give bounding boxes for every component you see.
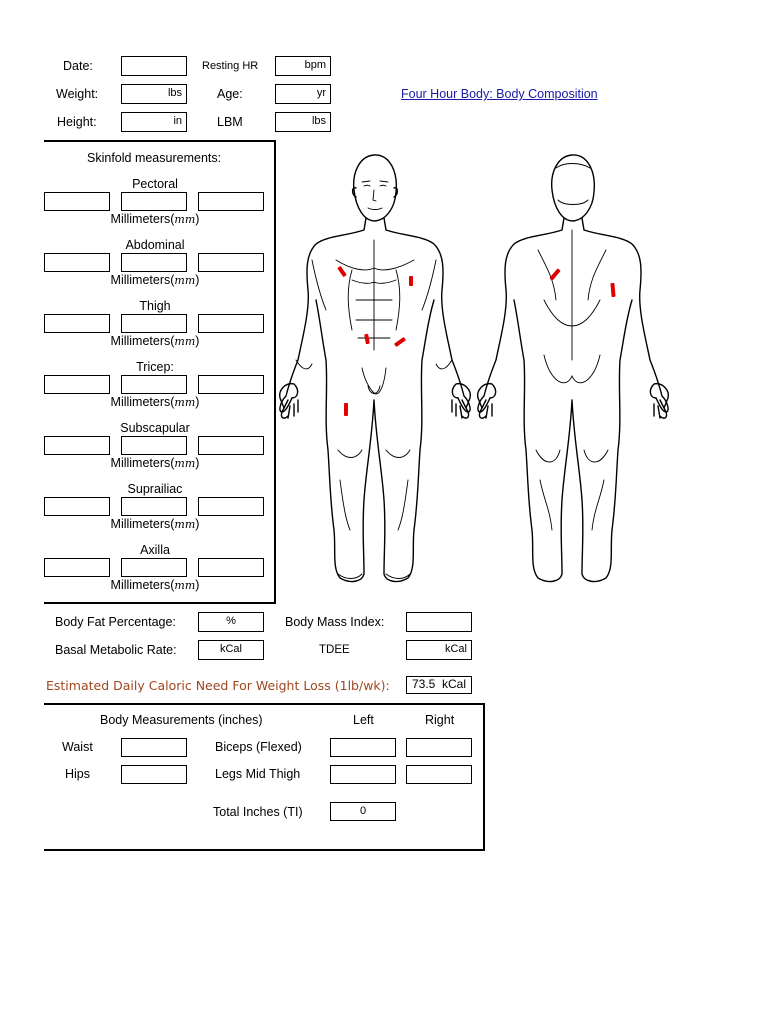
marker-axilla	[409, 276, 413, 286]
estimate-value: 73.5	[411, 677, 436, 691]
skinfold-abdominal-unit	[40, 273, 270, 287]
skinfold-subscapular-field-3[interactable]	[198, 436, 264, 455]
unit-abbr: mm	[174, 274, 196, 287]
waist-field[interactable]	[121, 738, 187, 757]
hips-label: Hips	[65, 767, 91, 781]
estimate-unit: kCal	[442, 677, 467, 691]
skinfold-suprailiac-field-3[interactable]	[198, 497, 264, 516]
resting-hr-label: Resting HR	[202, 60, 259, 72]
skinfold-abdominal-field-2[interactable]	[121, 253, 187, 272]
weight-unit: lbs	[167, 87, 182, 99]
bmi-label: Body Mass Index:	[285, 615, 385, 629]
unit-close: )	[195, 456, 200, 470]
skinfold-tricep-unit	[40, 395, 270, 409]
age-unit: yr	[316, 87, 326, 99]
unit-abbr: mm	[174, 396, 196, 409]
skinfold-pectoral-unit	[40, 212, 270, 226]
tdee-field[interactable]	[406, 640, 472, 660]
thigh-left-field[interactable]	[330, 765, 396, 784]
skinfold-axilla-field-2[interactable]	[121, 558, 187, 577]
height-unit: in	[173, 115, 182, 127]
biceps-right-field[interactable]	[406, 738, 472, 757]
skinfold-pectoral-field-3[interactable]	[198, 192, 264, 211]
lbm-unit: lbs	[311, 115, 326, 127]
lbm-field[interactable]	[275, 112, 331, 132]
body-diagram	[276, 150, 676, 590]
biceps-label: Biceps (Flexed)	[215, 740, 302, 754]
unit-close: )	[195, 517, 200, 531]
unit-abbr: mm	[174, 335, 196, 348]
skinfold-tricep-field-1[interactable]	[44, 375, 110, 394]
skinfold-tricep-field-2[interactable]	[121, 375, 187, 394]
skinfold-site-subscapular-label: Subscapular	[120, 421, 190, 435]
skinfold-site-thigh-label: Thigh	[139, 299, 171, 313]
skinfold-site-tricep-label: Tricep:	[136, 360, 174, 374]
skinfold-thigh-unit	[40, 334, 270, 348]
right-header: Right	[425, 713, 455, 727]
unit-close: )	[195, 334, 200, 348]
total-inches-field[interactable]	[330, 802, 396, 821]
resting-hr-unit: bpm	[304, 59, 326, 71]
unit-abbr: mm	[174, 518, 196, 531]
height-label: Height:	[57, 115, 97, 129]
bmr-field[interactable]	[198, 640, 264, 660]
skinfold-axilla-field-1[interactable]	[44, 558, 110, 577]
skinfold-axilla-unit	[40, 578, 270, 592]
tdee-unit: kCal	[444, 643, 467, 655]
bmi-field[interactable]	[406, 612, 472, 632]
skinfold-subscapular-field-2[interactable]	[121, 436, 187, 455]
skinfold-abdominal-field-1[interactable]	[44, 253, 110, 272]
unit-text: Millimeters(	[110, 212, 175, 226]
skinfold-thigh-field-3[interactable]	[198, 314, 264, 333]
skinfold-subscapular-unit	[40, 456, 270, 470]
thigh-label: Legs Mid Thigh	[215, 767, 301, 781]
unit-text: Millimeters(	[110, 395, 175, 409]
unit-close: )	[195, 395, 200, 409]
skinfold-subscapular-field-1[interactable]	[44, 436, 110, 455]
skinfold-site-axilla-label: Axilla	[140, 543, 170, 557]
unit-close: )	[195, 212, 200, 226]
unit-close: )	[195, 273, 200, 287]
hips-field[interactable]	[121, 765, 187, 784]
height-field[interactable]	[121, 112, 187, 132]
thigh-right-field[interactable]	[406, 765, 472, 784]
skinfold-suprailiac-field-1[interactable]	[44, 497, 110, 516]
skinfold-thigh-field-2[interactable]	[121, 314, 187, 333]
tdee-label: TDEE	[319, 644, 350, 656]
estimate-field[interactable]	[406, 676, 472, 694]
skinfold-pectoral-field-1[interactable]	[44, 192, 110, 211]
total-inches-value: 0	[359, 805, 367, 817]
body-fat-label: Body Fat Percentage:	[55, 615, 176, 629]
bmr-label: Basal Metabolic Rate:	[55, 643, 177, 657]
back-body-diagram	[478, 155, 669, 582]
measurements-title: Body Measurements (inches)	[100, 713, 263, 727]
weight-field[interactable]	[121, 84, 187, 104]
unit-text: Millimeters(	[110, 578, 175, 592]
unit-abbr: mm	[174, 579, 196, 592]
age-label: Age:	[217, 87, 243, 101]
body-composition-link[interactable]: Four Hour Body: Body Composition	[401, 87, 598, 101]
unit-text: Millimeters(	[110, 456, 175, 470]
skinfold-suprailiac-unit	[40, 517, 270, 531]
skinfold-site-pectoral-label: Pectoral	[132, 177, 178, 191]
estimate-label: Estimated Daily Caloric Need For Weight Loss (1lb/wk):	[46, 678, 390, 693]
front-body-diagram	[280, 155, 471, 582]
lbm-label: LBM	[217, 115, 243, 129]
skinfold-thigh-field-1[interactable]	[44, 314, 110, 333]
skinfold-axilla-field-3[interactable]	[198, 558, 264, 577]
skinfold-suprailiac-field-2[interactable]	[121, 497, 187, 516]
unit-text: Millimeters(	[110, 334, 175, 348]
waist-label: Waist	[62, 740, 93, 754]
unit-text: Millimeters(	[110, 273, 175, 287]
body-fat-unit: %	[226, 615, 236, 627]
skinfold-pectoral-field-2[interactable]	[121, 192, 187, 211]
unit-close: )	[195, 578, 200, 592]
total-inches-label: Total Inches (TI)	[213, 805, 303, 819]
bmr-unit: kCal	[219, 643, 242, 655]
marker-thigh	[344, 403, 348, 416]
unit-abbr: mm	[174, 213, 196, 226]
weight-label: Weight:	[56, 87, 99, 101]
skinfold-title: Skinfold measurements:	[87, 151, 222, 165]
left-header: Left	[353, 713, 374, 727]
unit-text: Millimeters(	[110, 517, 175, 531]
skinfold-abdominal-field-3[interactable]	[198, 253, 264, 272]
skinfold-site-suprailiac-label: Suprailiac	[127, 482, 183, 496]
skinfold-site-abdominal-label: Abdominal	[125, 238, 185, 252]
resting-hr-field[interactable]	[275, 56, 331, 76]
skinfold-tricep-field-3[interactable]	[198, 375, 264, 394]
date-label: Date:	[63, 59, 93, 73]
date-field[interactable]	[121, 56, 187, 76]
age-field[interactable]	[275, 84, 331, 104]
unit-abbr: mm	[174, 457, 196, 470]
biceps-left-field[interactable]	[330, 738, 396, 757]
body-fat-field[interactable]	[198, 612, 264, 632]
